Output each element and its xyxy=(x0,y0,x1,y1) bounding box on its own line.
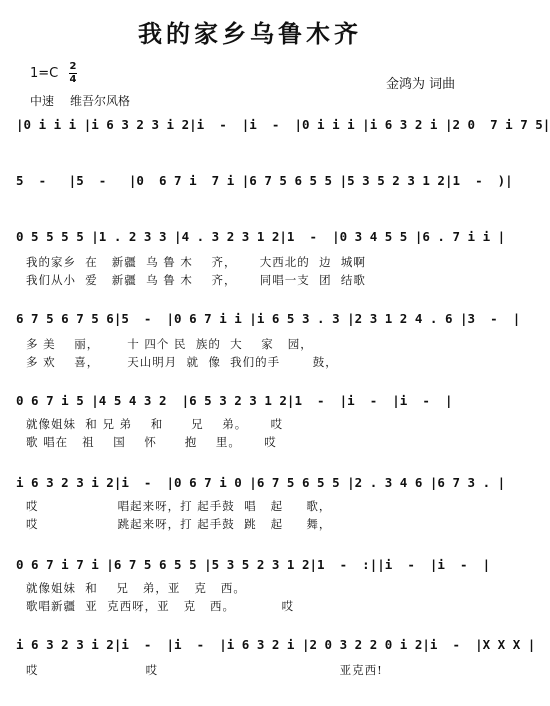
time-sig-top: 2 xyxy=(69,61,77,72)
notation-row-5: 0 6 7 i 5 |4 5 4 3 2 |6 5 3 2 3 1 2|1 - |i - |i - | xyxy=(16,393,453,408)
key-signature: 1=C xyxy=(30,66,59,81)
notation-row-4: 6 7 5 6 7 5 6|5 - |0 6 7 i i |i 6 5 3 . 3 |2 3 1 2 4 . 6 |3 - | xyxy=(16,311,521,326)
notation-row-6: i 6 3 2 3 i 2|i - |0 6 7 i 0 |6 7 5 6 5 5 |2 . 3 4 6 |6 7 3 . | xyxy=(16,475,506,490)
notation-row-2: 5 - |5 - |0 6 7 i 7 i |6 7 5 6 5 5 |5 3 5 2 3 1 2|1 - )| xyxy=(16,173,513,188)
lyric-line-5a: 就像姐妹 和 兄 弟 和 兄 弟。 哎 xyxy=(26,417,284,431)
lyric-line-7a: 就像姐妹 和 兄 弟，亚 克 西。 xyxy=(26,581,246,595)
notation-row-7: 0 6 7 i 7 i |6 7 5 6 5 5 |5 3 5 2 3 1 2|1 - :||i - |i - | xyxy=(16,557,491,572)
notation-row-8: i 6 3 2 3 i 2|i - |i - |i 6 3 2 i |2 0 3 2 2 0 i 2|i - |X X X | xyxy=(16,637,536,652)
lyric-line-3b: 我们从小 爱 新疆 乌 鲁 木 齐， 同唱一支 团 结歌 xyxy=(26,273,366,287)
notation-row-1: |0 i i i |i 6 3 2 3 i 2|i - |i - |0 i i i |i 6 3 2 i |2 0 7 i 7 5| xyxy=(16,117,550,132)
song-title: 我的家乡乌鲁木齐 xyxy=(138,19,362,48)
lyric-line-5b: 歌 唱在 祖 国 怀 抱 里。 哎 xyxy=(26,435,277,449)
lyric-line-7b: 歌唱新疆 亚 克西呀，亚 克 西。 哎 xyxy=(26,599,295,613)
notation-row-3: 0 5 5 5 5 |1 . 2 3 3 |4 . 3 2 3 1 2|1 - |0 3 4 5 5 |6 . 7 i i | xyxy=(16,229,506,244)
lyric-line-4b: 多 欢 喜， 天山明月 就 像 我们的手 鼓， xyxy=(26,355,338,369)
time-signature xyxy=(69,62,77,85)
composer-credit: 金鸿为 词曲 xyxy=(386,77,456,92)
style-marking: 维吾尔风格 xyxy=(70,94,131,108)
lyric-line-6a: 哎 唱起来呀，打 起手鼓 唱 起 歌， xyxy=(26,499,332,513)
tempo-marking: 中速 xyxy=(30,94,55,108)
lyric-line-6b: 哎 跳起来呀，打 起手鼓 跳 起 舞， xyxy=(26,517,332,531)
time-sig-bottom: 4 xyxy=(69,74,77,85)
lyric-line-8: 哎 哎 亚克西! xyxy=(26,663,383,677)
lyric-line-3a: 我的家乡 在 新疆 乌 鲁 木 齐， 大西北的 边 城啊 xyxy=(26,255,366,269)
lyric-line-4a: 多 美 丽， 十 四个 民 族的 大 家 园， xyxy=(26,337,313,351)
